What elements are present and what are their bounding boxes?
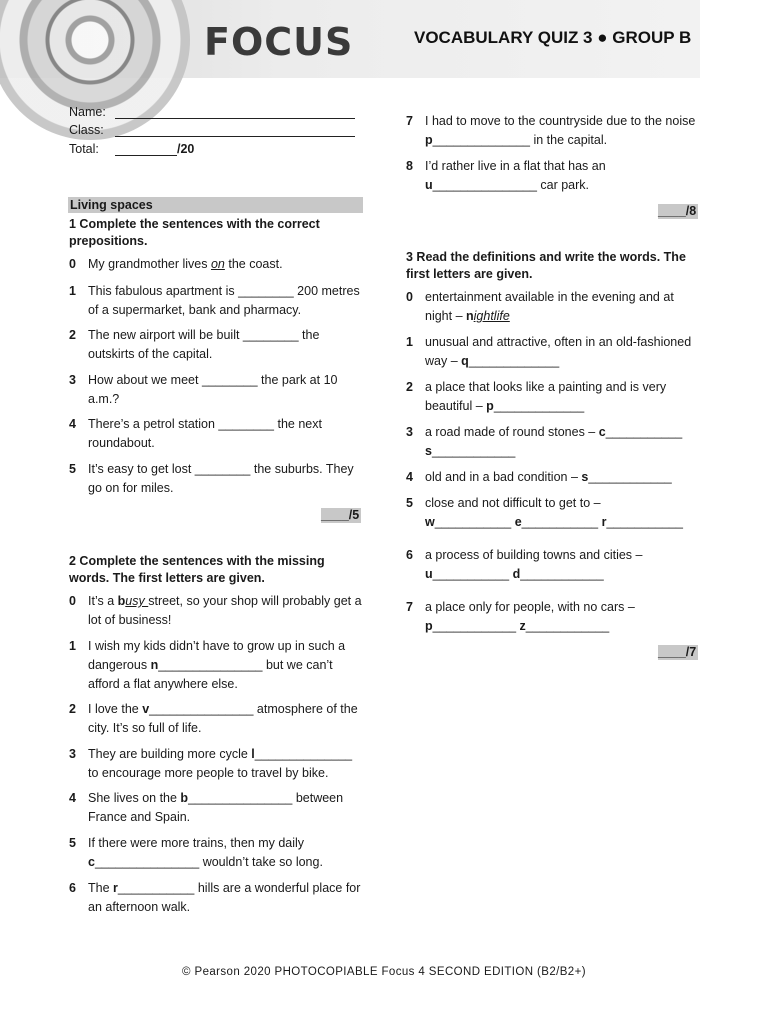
ex3-item-5: 5 close and not difficult to get to – w___________ e___________ r___________ — [406, 496, 683, 529]
ex2-item-8: 8 I’d rather live in a flat that has an u_______________ car park. — [406, 159, 606, 192]
exercise-3-title: 3 Read the definitions and write the words. The first letters are given. — [406, 250, 686, 281]
ex1-item-2: 2 The new airport will be built ________ the outskirts of the capital. — [69, 328, 320, 361]
ex1-item-3: 3 How about we meet ________ the park at 10 a.m.? — [69, 373, 338, 406]
ex3-item-3: 3 a road made of round stones – c___________ s____________ — [406, 425, 683, 458]
total-field: Total: /20 — [69, 142, 195, 156]
name-field[interactable]: Name: — [69, 105, 355, 119]
ex2-item-6: 6 The r___________ hills are a wonderful place for an afternoon walk. — [69, 881, 361, 914]
ex3-item-7: 7 a place only for people, with no cars – p____________ z____________ — [406, 600, 635, 633]
section-heading: Living spaces — [68, 197, 363, 213]
ex2-item-0: 0 It’s a busy street, so your shop will probably get a lot of business! — [69, 594, 362, 627]
ex1-item-1: 1 This fabulous apartment is ________ 200 metres of a supermarket, bank and pharmacy. — [69, 284, 360, 317]
disc-graphic — [0, 0, 190, 140]
ex3-item-4: 4 old and in a bad condition – s____________ — [406, 470, 672, 484]
logo: FOCUS — [204, 20, 354, 64]
ex1-item-0: 0 My grandmother lives on the coast. — [69, 257, 283, 271]
ex2-item-3: 3 They are building more cycle l______________ to encourage more people to travel by bike. — [69, 747, 353, 780]
exercise-1-title: 1 Complete the sentences with the correct prepositions. — [69, 217, 320, 248]
ex3-item-2: 2 a place that looks like a painting and is very beautiful – p_____________ — [406, 380, 667, 413]
ex2-item-1: 1 I wish my kids didn’t have to grow up in such a dangerous n_______________ but we can’t afford a flat anywhere else. — [69, 639, 346, 691]
ex2-score: ____/8 — [658, 204, 697, 218]
ex2-item-4: 4 She lives on the b_______________ between France and Spain. — [69, 791, 344, 824]
ex1-score: ____/5 — [321, 508, 360, 522]
ex1-item-5: 5 It’s easy to get lost ________ the suburbs. They go on for miles. — [69, 462, 354, 495]
ex2-item-7: 7 I had to move to the countryside due to the noise p______________ in the capital. — [406, 114, 696, 147]
ex2-item-2: 2 I love the v_______________ atmosphere of the city. It’s so full of life. — [69, 702, 358, 735]
ex2-item-5: 5 If there were more trains, then my daily c_______________ wouldn’t take so long. — [69, 836, 323, 869]
exercise-2-title: 2 Complete the sentences with the missing words. The first letters are given. — [69, 554, 325, 585]
ex3-score: ____/7 — [658, 645, 697, 659]
footer: © Pearson 2020 PHOTOCOPIABLE Focus 4 SECOND EDITION (B2/B2+) — [182, 966, 586, 978]
ex1-item-4: 4 There’s a petrol station ________ the next roundabout. — [69, 417, 322, 450]
class-field[interactable]: Class: — [69, 123, 355, 137]
quiz-title: VOCABULARY QUIZ 3 ● GROUP B — [414, 28, 692, 47]
ex3-item-0: 0 entertainment available in the evening and at night – nightlife — [406, 290, 674, 323]
ex3-item-6: 6 a process of building towns and cities – u___________ d____________ — [406, 548, 643, 581]
ex3-item-1: 1 unusual and attractive, often in an old-fashioned way – q_____________ — [406, 335, 692, 368]
